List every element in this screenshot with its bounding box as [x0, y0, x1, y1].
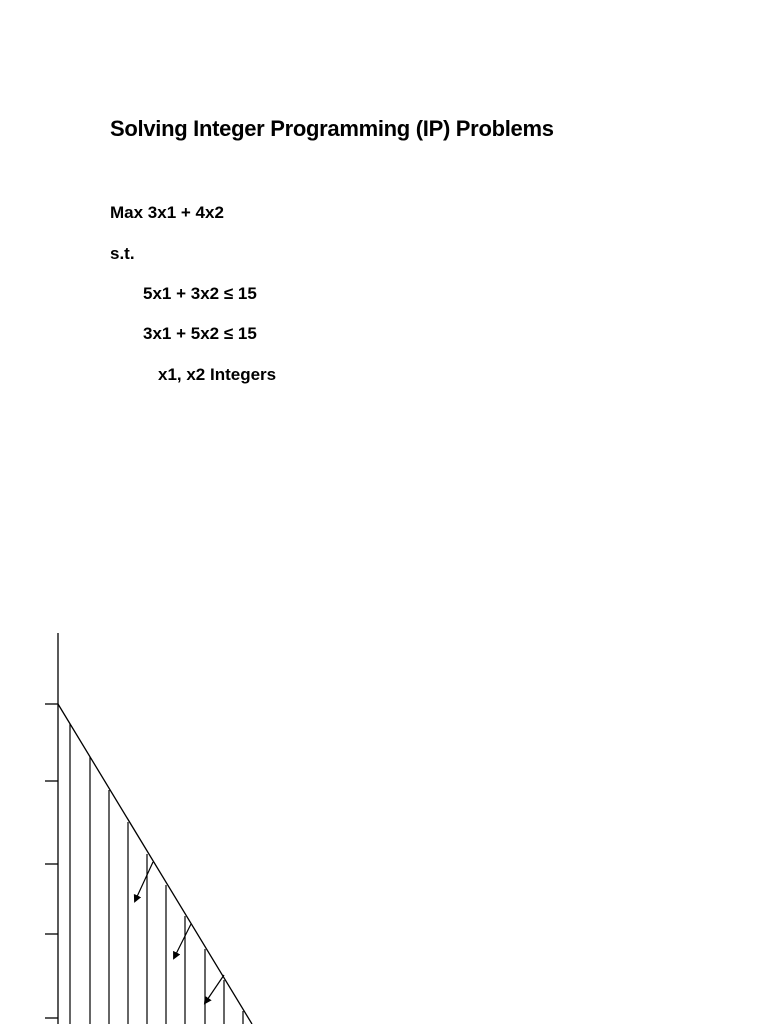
constraint-1: 5x1 + 3x2 ≤ 15	[143, 284, 257, 303]
subject-to-label: s.t.	[110, 244, 135, 263]
integer-constraint: x1, x2 Integers	[158, 365, 277, 384]
direction-arrow	[174, 924, 191, 958]
objective-function: Max 3x1 + 4x2	[110, 203, 224, 222]
feasible-region-hatching	[70, 724, 243, 1024]
y-axis-ticks	[45, 704, 58, 1018]
feasible-direction-arrows	[135, 862, 224, 1003]
direction-arrow	[135, 862, 153, 901]
direction-arrow	[205, 975, 224, 1003]
page-title: Solving Integer Programming (IP) Problems	[110, 116, 554, 141]
feasible-region-figure	[0, 620, 768, 1024]
constraint-2: 3x1 + 5x2 ≤ 15	[143, 324, 257, 343]
